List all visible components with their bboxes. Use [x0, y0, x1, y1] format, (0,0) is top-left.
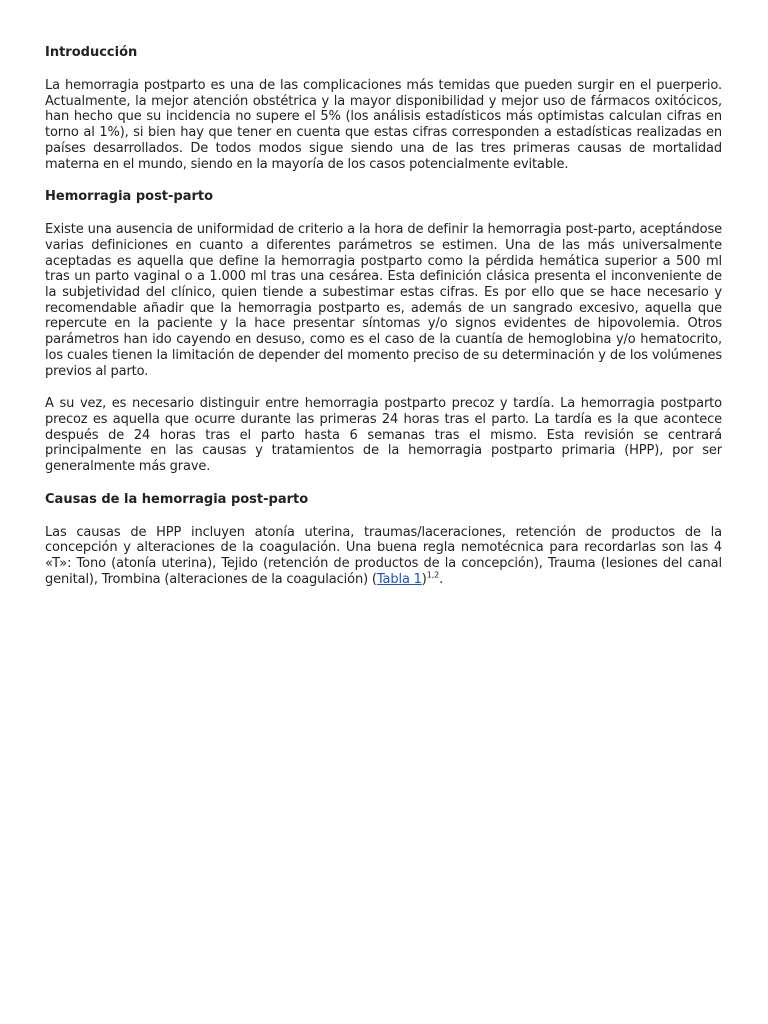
- paragraph-causas-text: Las causas de HPP incluyen atonía uterina, traumas/laceraciones, retención de productos de la concepción y alteraciones de la coagulación. Una buena regla nemotécnica para recordarlas son las 4 «T»: Tono (atonía uterina), Tejido (retención de productos de la concepción), Trauma (lesiones del canal genital), Trombina (alteraciones de la coagulación) (: [45, 524, 722, 587]
- paragraph-definicion: Existe una ausencia de uniformidad de criterio a la hora de definir la hemorragia post-parto, aceptándose varias definiciones en cuanto a diferentes parámetros se estimen. Una de las más universalmente aceptadas es aquella que define la hemorragia postparto como la pérdida hemática superior a 500 ml tras un parto vaginal o a 1.000 ml tras una cesárea. Esta definición clásica presenta el inconveniente de la subjetividad del clínico, quien tiende a subestimar estas cifras. Es por ello que se hace necesario y recomendable añadir que la hemorragia postparto es, además de un sangrado excesivo, aquella que repercute en la paciente y la hace presentar síntomas y/o signos evidentes de hipovolemia. Otros parámetros han ido cayendo en desuso, como es el caso de la cuantía de hemoglobina y/o hematocrito, los cuales tienen la limitación de depender del momento preciso de su determinación y de los volúmenes previos al parto.: [45, 222, 722, 379]
- section-heading-introduccion: Introducción: [45, 45, 138, 60]
- paragraph-introduccion: La hemorragia postparto es una de las complicaciones más temidas que pueden surgir en el puerperio. Actualmente, la mejor atención obstétrica y la mayor disponibilidad y mejor uso de fármacos oxitócicos, han hecho que su incidencia no supere el 5% (los análisis estadísticos más optimistas calculan cifras en torno al 1%), si bien hay que tener en cuenta que estas cifras corresponden a estadísticas realizadas en países desarrollados. De todos modos sigue siendo una de las tres primeras causas de mortalidad materna en el mundo, siendo en la mayoría de los casos potencialmente evitable.: [45, 78, 722, 172]
- section-heading-causas: Causas de la hemorragia post-parto: [45, 491, 309, 507]
- paragraph-causas-end: .: [439, 571, 444, 587]
- paragraph-precoz-tardia: A su vez, es necesario distinguir entre hemorragia postparto precoz y tardía. La hemorragia postparto precoz es aquella que ocurre durante las primeras 24 horas tras el parto. La tardía es la que acontece después de 24 horas tras el parto hasta 6 semanas tras el mismo. Esta revisión se centrará principalmente en las causas y tratamientos de la hemorragia postparto primaria (HPP), por ser generalmente más grave.: [45, 396, 722, 475]
- document-body: [45, 45, 722, 588]
- closing-paren: ): [421, 571, 427, 587]
- citation-superscript: 1,2: [426, 570, 440, 580]
- section-heading-hemorragia: Hemorragia post-parto: [45, 189, 214, 205]
- paragraph-causas: [45, 525, 722, 588]
- tabla-1-link[interactable]: Tabla 1: [376, 571, 422, 587]
